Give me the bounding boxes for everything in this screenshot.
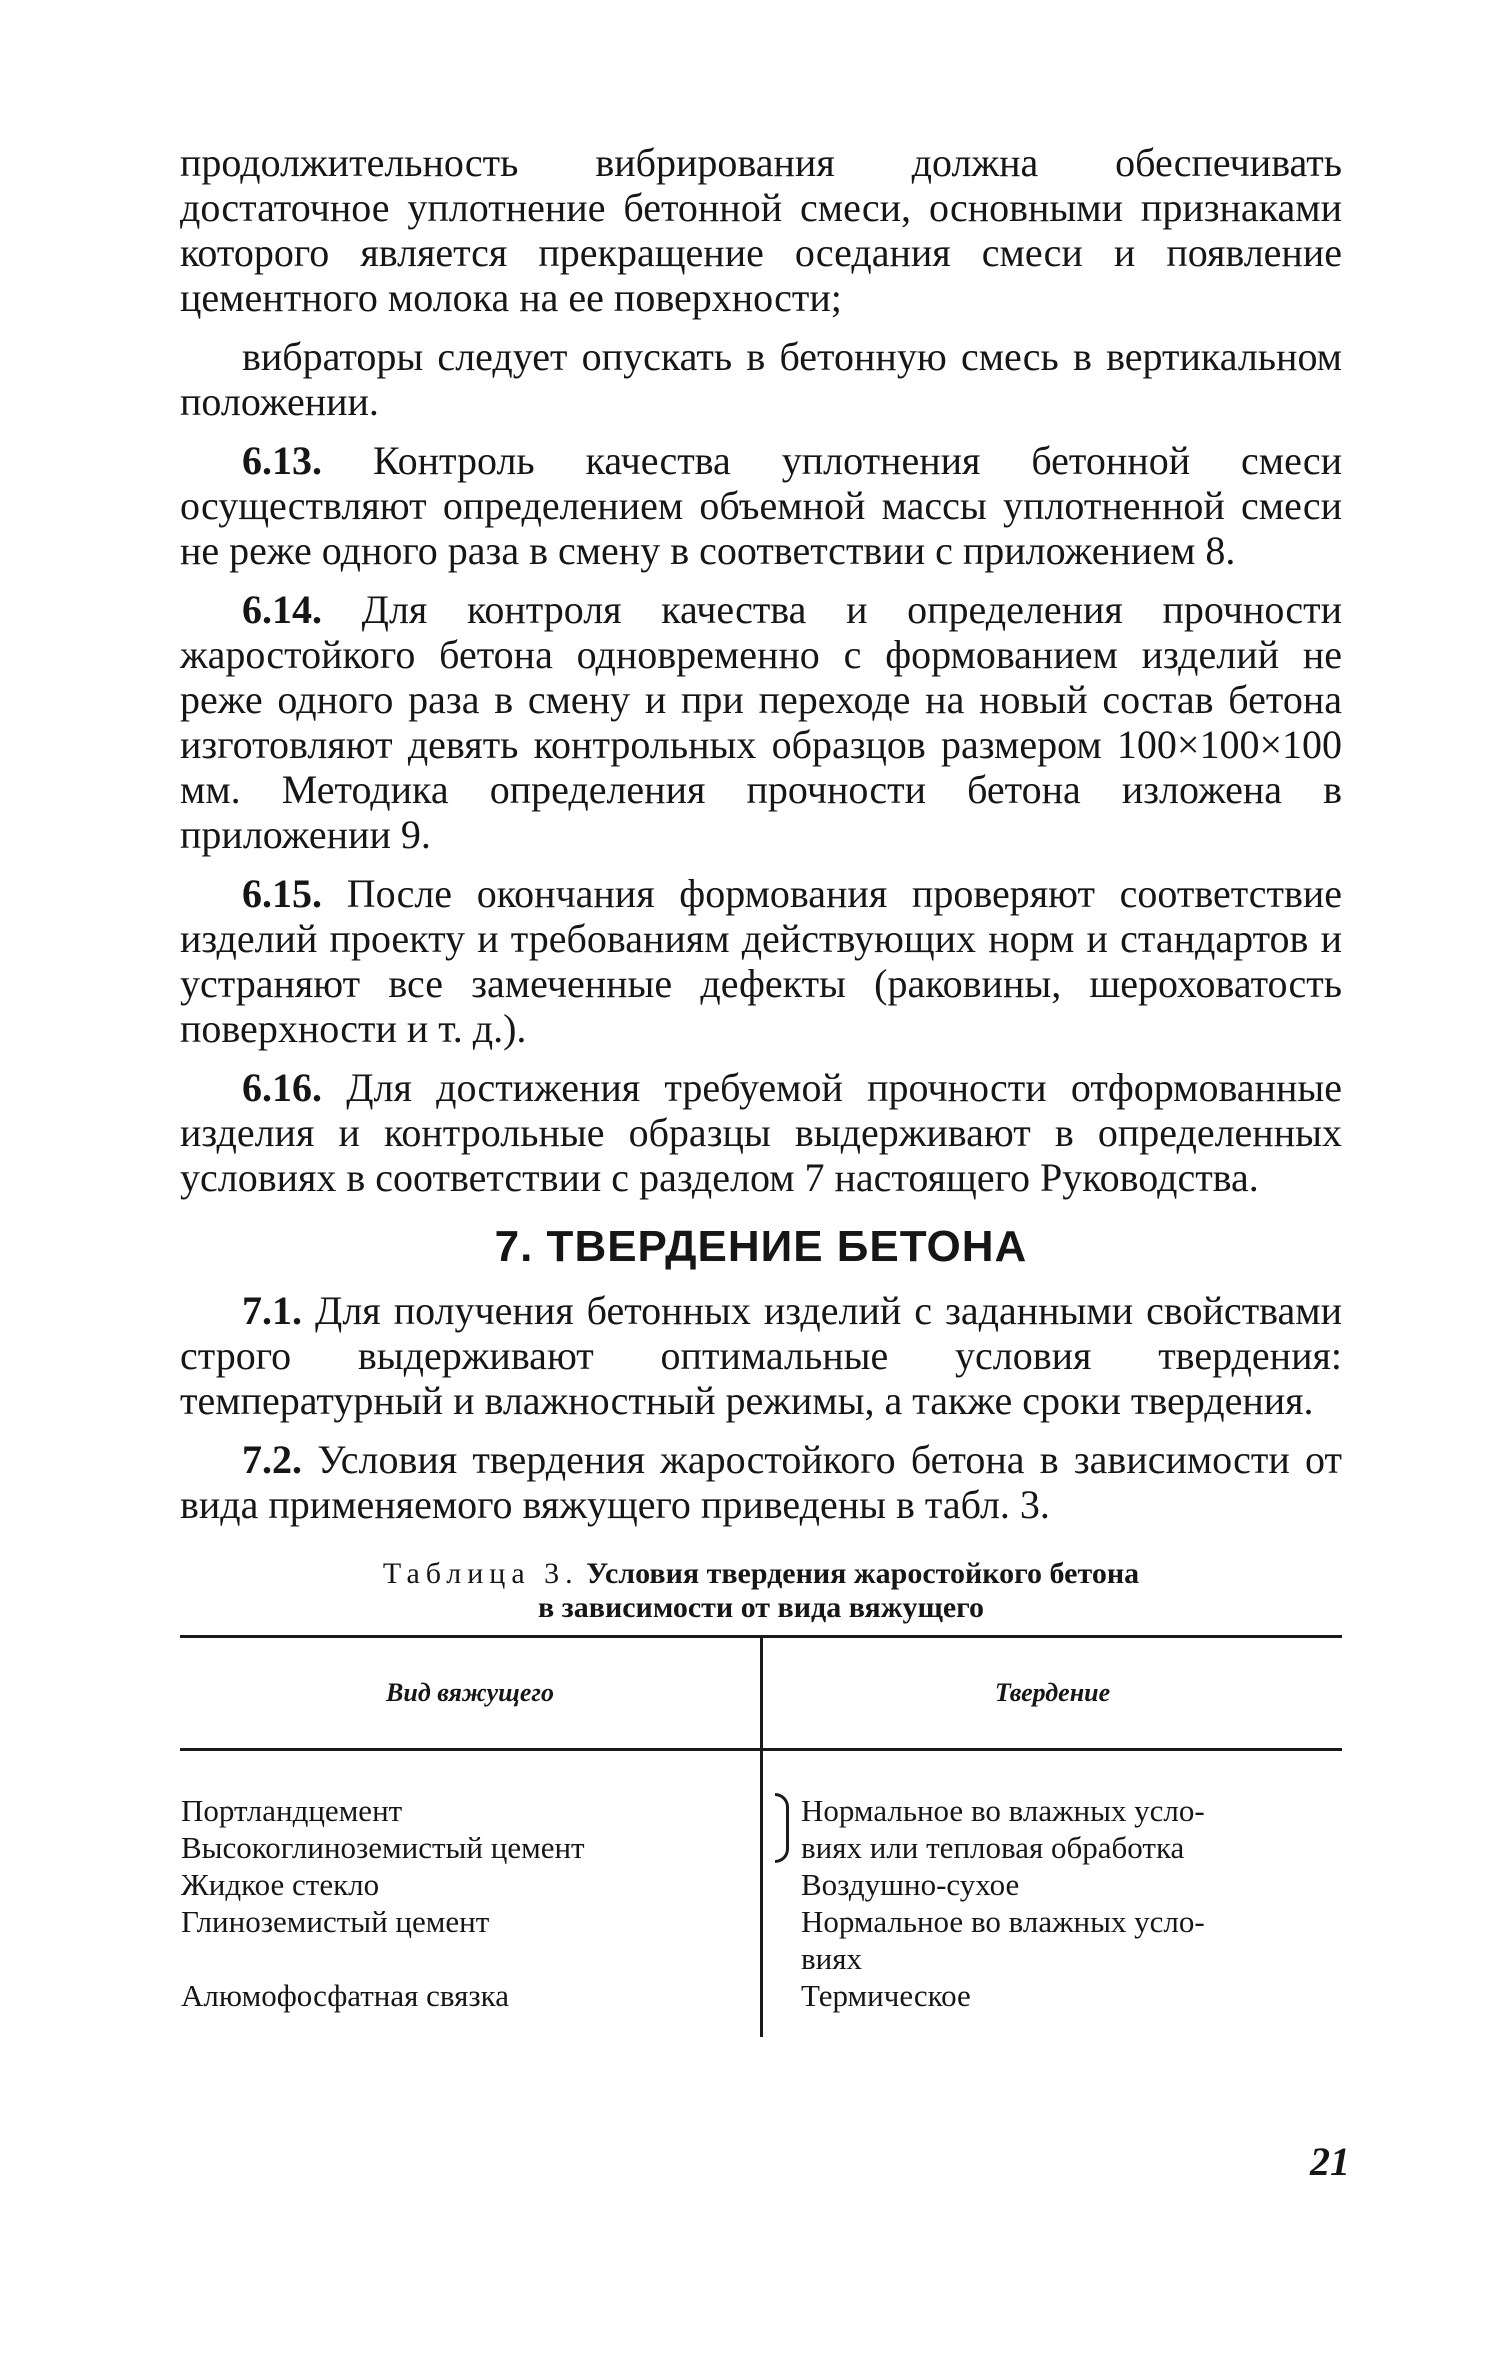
paragraph-text: Для достижения требуемой прочности отформованные изделия и контрольные образцы выдерживают в определенных условиях в соответствии с разделом 7 настоящего Руководства. [180,1065,1343,1200]
section-title: 7. ТВЕРДЕНИЕ БЕТОНА [494,1222,1028,1271]
clause-number: 7.1. [242,1288,302,1333]
clause-number: 6.13. [242,438,322,483]
table-cell: Воздушно-сухое [801,1867,1020,1902]
table-cell: Термическое [801,1978,971,2013]
table-caption-title-2: в зависимости от вида вяжущего [537,1591,985,1624]
table-cell: Нормальное во влажных усло- [801,1904,1205,1939]
table-cell: Высокоглиноземистый цемент [181,1830,585,1865]
table-caption [180,1557,1342,1625]
clause-number: 6.15. [242,871,322,916]
paragraph-text: После окончания формования проверяют соответствие изделий проекту и требованиям действующих норм и стандартов и устраняют все замеченные дефекты (раковины, шероховатость поверхности и т. д.). [180,871,1343,1051]
table-cell [181,1940,759,1977]
table-cell: виях [801,1941,862,1976]
paragraph [180,334,1342,424]
page-number: 21 [1310,2139,1350,2184]
table-cell: Жидкое стекло [181,1867,380,1902]
paragraphs-block [180,140,1342,1200]
paragraph-text: продолжительность вибрирования должна обеспечивать достаточное уплотнение бетонной смеси, основными признаками которого является прекращение оседания смеси и появление цементного молока на ее поверхности; [180,140,1342,320]
hardening-table [180,1635,1342,2037]
paragraph-text: Для контроля качества и определения прочности жаростойкого бетона одновременно с формованием изделий не реже одного раза в смену и при переходе на новый состав бетона изготовляют девять контрольных образцов размером 100×100×100 мм. Методика определения прочности бетона изложена в приложении 9. [180,587,1342,857]
table-cell: Нормальное во влажных усло- [801,1793,1205,1828]
paragraph-text: Контроль качества уплотнения бетонной смеси осуществляют определением объемной массы уплотненной смеси не реже одного раза в смену в соответствии с приложением 8. [180,438,1343,573]
table-cell: виях или тепловая обработка [801,1830,1185,1865]
clause-number: 6.16. [242,1065,322,1110]
table-header-row [180,1637,1342,1750]
table-cell: Глиноземистый цемент [181,1904,490,1939]
paragraph-text: вибраторы следует опускать в бетонную смесь в вертикальном положении. [180,334,1342,424]
brace-icon [775,1793,789,1863]
paragraph [180,140,1342,320]
clause-number: 6.14. [242,587,322,632]
paragraph [180,1437,1342,1527]
paragraph [180,587,1342,857]
paragraph-text: Условия твердения жаростойкого бетона в зависимости от вида применяемого вяжущего приведены в табл. 3. [180,1437,1342,1527]
table-header-binder: Вид вяжущего [180,1637,762,1750]
binder-column [180,1791,762,2015]
page-content [180,140,1342,2037]
table-body-row [180,1791,1342,2015]
paragraphs-block-2 [180,1288,1342,1527]
hardening-column [762,1791,1343,2015]
table-cell: Алюмофосфатная связка [181,1978,510,2013]
paragraph [180,1288,1342,1423]
paragraph-text: Для получения бетонных изделий с заданными свойствами строго выдерживают оптимальные условия твердения: температурный и влажностный режимы, а также сроки твердения. [180,1288,1343,1423]
table-header-hardening: Твердение [762,1637,1343,1750]
table-cell: Портландцемент [181,1793,403,1828]
clause-number: 7.2. [242,1437,302,1482]
table-caption-title-1: Условия твердения жаростойкого бетона [586,1557,1140,1590]
paragraph [180,1065,1342,1200]
table-caption-label: Таблица 3. [382,1557,579,1590]
paragraph [180,438,1342,573]
paragraph [180,871,1342,1051]
